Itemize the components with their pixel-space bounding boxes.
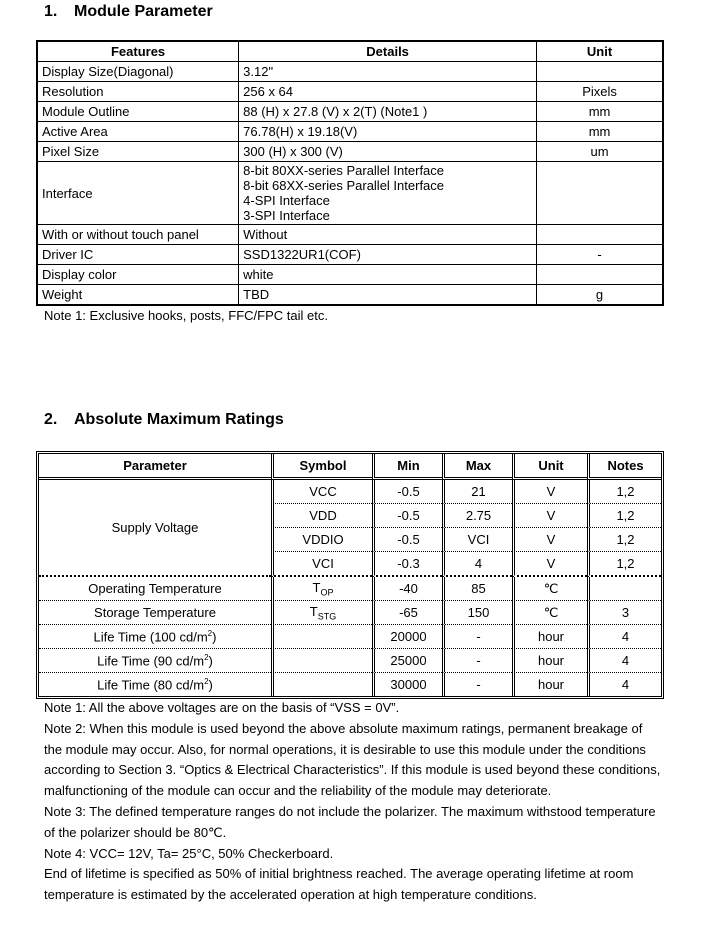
header-details: Details <box>239 41 537 62</box>
header-notes: Notes <box>587 454 661 480</box>
details-line: Without <box>243 227 288 242</box>
notes-cell: 4 <box>587 673 661 696</box>
table-row <box>37 122 663 142</box>
feature-cell: Module Outline <box>37 102 239 122</box>
details-cell <box>239 82 537 102</box>
parameter-close: ) <box>208 677 213 693</box>
symbol-cell <box>271 601 372 625</box>
parameter-cell: Storage Temperature <box>39 601 271 625</box>
feature-cell: With or without touch panel <box>37 225 239 245</box>
details-cell <box>239 142 537 162</box>
min-cell: -0.5 <box>372 480 442 504</box>
symbol-cell: VDDIO <box>271 528 372 552</box>
header-symbol: Symbol <box>271 454 372 480</box>
symbol-main: T <box>312 579 321 595</box>
details-cell <box>239 225 537 245</box>
module-note: Note 1: Exclusive hooks, posts, FFC/FPC tail etc. <box>44 308 328 323</box>
parameter-cell <box>39 625 271 649</box>
section-2-title <box>44 411 284 429</box>
symbol-subscript: OP <box>320 587 334 598</box>
unit-cell: ℃ <box>512 577 587 601</box>
unit-cell <box>537 225 663 245</box>
module-parameter-table <box>36 40 664 306</box>
symbol-main: T <box>309 603 318 619</box>
min-cell: 25000 <box>372 649 442 673</box>
parameter-superscript: 2 <box>207 628 213 638</box>
table-row <box>37 225 663 245</box>
feature-cell: Resolution <box>37 82 239 102</box>
parameter-text: Life Time (80 cd/m <box>97 677 205 693</box>
parameter-cell: Supply Voltage <box>39 480 271 577</box>
min-cell: 30000 <box>372 673 442 696</box>
min-cell: -0.5 <box>372 528 442 552</box>
details-line: 76.78(H) x 19.18(V) <box>243 124 358 139</box>
unit-cell: hour <box>512 649 587 673</box>
table-row <box>37 285 663 306</box>
unit-cell: mm <box>537 102 663 122</box>
notes-cell: 4 <box>587 649 661 673</box>
note-paragraph: Note 2: When this module is used beyond the above absolute maximum ratings, permanent breakage of the module may occur. Also, for normal operations, it is desirable to use this module under the conditions according to Section 3. “Optics & Electrical Characteristics”. If this module is used beyond these conditions, malfunctioning of the module can occur and the reliability of the module may deteriorate. <box>44 720 661 799</box>
note-paragraph: Note 1: All the above voltages are on the basis of “VSS = 0V”. <box>44 700 400 715</box>
notes-cell: 4 <box>587 625 661 649</box>
header-unit: Unit <box>537 41 663 62</box>
header-min: Min <box>372 454 442 480</box>
unit-cell: Pixels <box>537 82 663 102</box>
details-cell <box>239 245 537 265</box>
notes-cell: 1,2 <box>587 552 661 577</box>
max-cell: 150 <box>442 601 512 625</box>
parameter-text: Life Time (90 cd/m <box>97 653 205 669</box>
details-line: 256 x 64 <box>243 84 294 99</box>
parameter-cell <box>39 649 271 673</box>
min-cell: -40 <box>372 577 442 601</box>
unit-cell <box>537 62 663 82</box>
max-cell: 21 <box>442 480 512 504</box>
feature-cell: Driver IC <box>37 245 239 265</box>
details-cell <box>239 62 537 82</box>
symbol-cell <box>271 577 372 601</box>
notes-cell: 1,2 <box>587 528 661 552</box>
min-cell: -0.5 <box>372 504 442 528</box>
parameter-superscript: 2 <box>204 676 209 686</box>
notes-cell <box>587 577 661 601</box>
notes-cell: 3 <box>587 601 661 625</box>
feature-cell: Active Area <box>37 122 239 142</box>
symbol-cell <box>271 625 372 649</box>
feature-cell: Pixel Size <box>37 142 239 162</box>
parameter-cell: Operating Temperature <box>39 577 271 601</box>
symbol-cell <box>271 649 372 673</box>
notes-cell: 1,2 <box>587 504 661 528</box>
unit-cell: g <box>537 285 663 306</box>
header-features: Features <box>37 41 239 62</box>
max-cell: VCI <box>442 528 512 552</box>
details-line: 300 (H) x 300 (V) <box>243 144 343 159</box>
details-cell <box>239 102 537 122</box>
symbol-cell: VCC <box>271 480 372 504</box>
section-1-heading: Module Parameter <box>74 3 213 20</box>
details-cell <box>239 162 537 225</box>
table-row <box>39 480 661 504</box>
unit-cell: V <box>512 480 587 504</box>
table-row <box>37 142 663 162</box>
unit-cell <box>537 265 663 285</box>
feature-cell: Interface <box>37 162 239 225</box>
parameter-close: ) <box>212 629 217 645</box>
feature-cell: Weight <box>37 285 239 306</box>
unit-cell <box>537 162 663 225</box>
details-line: 88 (H) x 27.8 (V) x 2(T) (Note1 ) <box>243 104 428 119</box>
details-line: white <box>243 267 274 282</box>
max-cell: 2.75 <box>442 504 512 528</box>
table-row <box>37 245 663 265</box>
details-line: 8-bit 68XX-series Parallel Interface <box>243 178 445 193</box>
max-cell: - <box>442 649 512 673</box>
symbol-cell: VDD <box>271 504 372 528</box>
table-row <box>39 577 661 601</box>
symbol-cell <box>271 673 372 696</box>
unit-cell: hour <box>512 625 587 649</box>
table-row <box>37 265 663 285</box>
symbol-cell: VCI <box>271 552 372 577</box>
table-row <box>37 102 663 122</box>
note-paragraph: End of lifetime is specified as 50% of initial brightness reached. The average operating lifetime at room temperature is estimated by the accelerated operation at high temperature conditions. <box>44 866 634 903</box>
feature-cell: Display color <box>37 265 239 285</box>
table-row <box>39 625 661 649</box>
table-row <box>39 649 661 673</box>
details-line: 3-SPI Interface <box>243 208 330 223</box>
details-line: 4-SPI Interface <box>243 193 330 208</box>
header-parameter: Parameter <box>39 454 271 480</box>
parameter-close: ) <box>208 653 213 669</box>
details-line: 3.12" <box>243 64 274 79</box>
unit-cell: - <box>537 245 663 265</box>
notes-cell: 1,2 <box>587 480 661 504</box>
parameter-text: Life Time (100 cd/m <box>93 629 208 645</box>
min-cell: -0.3 <box>372 552 442 577</box>
table-row <box>37 162 663 225</box>
table-header-row <box>39 454 661 480</box>
table-row <box>39 673 661 696</box>
section-1-number: 1. <box>44 3 58 20</box>
unit-cell: ℃ <box>512 601 587 625</box>
section-2-number: 2. <box>44 411 58 428</box>
table-header-row <box>37 41 663 62</box>
max-cell: 85 <box>442 577 512 601</box>
details-line: TBD <box>243 287 270 302</box>
max-cell: - <box>442 625 512 649</box>
unit-cell: V <box>512 528 587 552</box>
max-cell: 4 <box>442 552 512 577</box>
ratings-notes <box>44 698 664 906</box>
section-2-heading: Absolute Maximum Ratings <box>74 411 284 428</box>
unit-cell: mm <box>537 122 663 142</box>
table-row <box>39 601 661 625</box>
absolute-max-ratings-table <box>36 451 664 699</box>
max-cell: - <box>442 673 512 696</box>
unit-cell: V <box>512 504 587 528</box>
parameter-superscript: 2 <box>204 652 209 662</box>
details-cell <box>239 122 537 142</box>
unit-cell: V <box>512 552 587 577</box>
details-cell <box>239 285 537 306</box>
table-row <box>37 82 663 102</box>
details-cell <box>239 265 537 285</box>
unit-cell: hour <box>512 673 587 696</box>
note-paragraph: Note 3: The defined temperature ranges do not include the polarizer. The maximum withstood temperature of the polarizer should be 80℃. <box>44 803 656 840</box>
details-line: 8-bit 80XX-series Parallel Interface <box>243 163 445 178</box>
unit-cell: um <box>537 142 663 162</box>
feature-cell: Display Size(Diagonal) <box>37 62 239 82</box>
header-unit: Unit <box>512 454 587 480</box>
min-cell: 20000 <box>372 625 442 649</box>
details-line: SSD1322UR1(COF) <box>243 247 361 262</box>
header-max: Max <box>442 454 512 480</box>
section-1-title <box>44 3 213 21</box>
min-cell: -65 <box>372 601 442 625</box>
note-paragraph: Note 4: VCC= 12V, Ta= 25°C, 50% Checkerboard. <box>44 845 334 861</box>
symbol-subscript: STG <box>317 611 337 622</box>
parameter-cell <box>39 673 271 696</box>
table-row <box>37 62 663 82</box>
